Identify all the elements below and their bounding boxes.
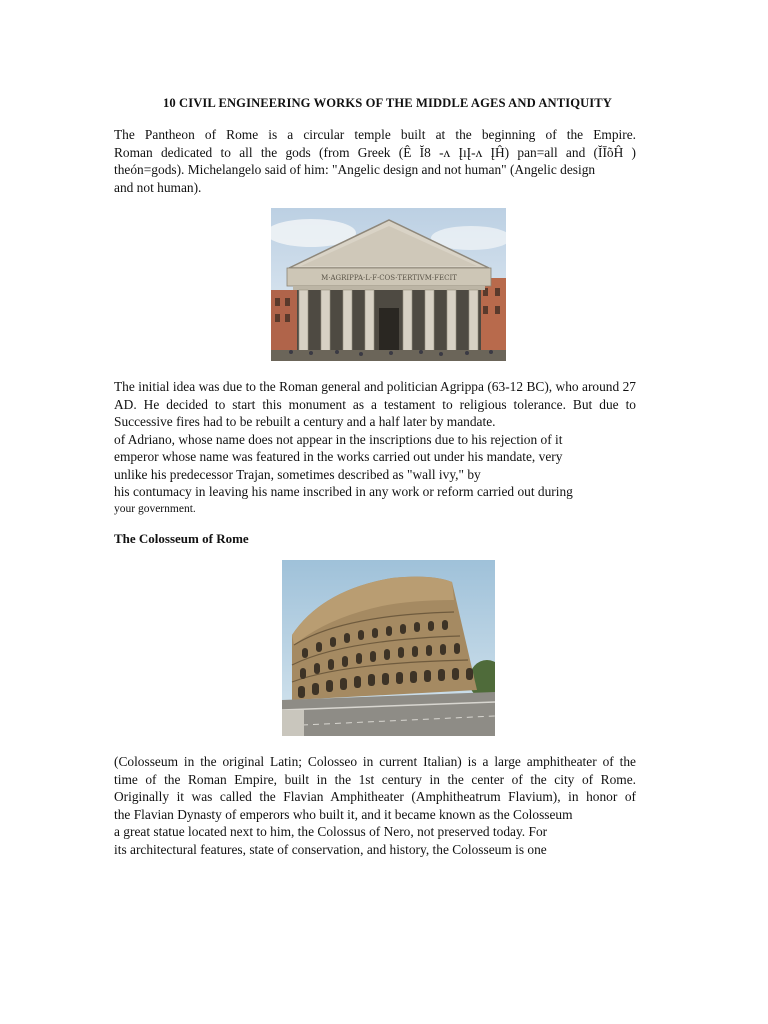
paragraph-line: The Pantheon of Rome is a circular temple built at the beginning of the Empire.: [114, 127, 636, 142]
paragraph-line: the Flavian Dynasty of emperors who built it, and it became known as the Colosseum: [114, 806, 573, 822]
paragraph-line: and not human).: [114, 179, 202, 195]
agrippa-paragraph: [114, 378, 636, 518]
colosseum-photo: [282, 560, 495, 736]
pantheon-inscription: M·AGRIPPA·L·F·COS·TERTIVM·FECIT: [321, 274, 457, 282]
paragraph-line: (Colosseum in the original Latin; Colosseo in current Italian) is a large amphitheater of the: [114, 754, 636, 769]
colosseum-paragraph: [114, 753, 636, 858]
paragraph-line: his contumacy in leaving his name inscribed in any work or reform carried out during: [114, 484, 573, 499]
paragraph-line: unlike his predecessor Trajan, sometimes described as "wall ivy," by: [114, 466, 481, 482]
paragraph-line: The initial idea was due to the Roman general and politician Agrippa (63-12 BC), who around 27: [114, 379, 636, 394]
paragraph-line: Successive fires had to be rebuilt a century and a half later by mandate.: [114, 414, 496, 429]
colosseum-heading: The Colosseum of Rome: [114, 531, 249, 546]
paragraph-line: of Adriano, whose name does not appear in the inscriptions due to his rejection of it: [114, 431, 563, 447]
paragraph-line: time of the Roman Empire, built in the 1st century in the center of the city of Rome.: [114, 771, 636, 787]
paragraph-line: a great statue located next to him, the Colossus of Nero, not preserved today. For: [114, 824, 548, 839]
paragraph-line: AD. He decided to start this monument as a testament to religious tolerance. But due to: [114, 396, 636, 412]
pantheon-photo: [271, 208, 506, 361]
paragraph-line: your government.: [114, 502, 196, 515]
paragraph-line: emperor whose name was featured in the works carried out under his mandate, very: [114, 449, 563, 464]
paragraph-line: Roman dedicated to all the gods (from Greek (Ê Ĭ8 -ʌ ĮıĮ-ʌ ĮĤ) pan=all and (ĬĪõĤ ): [114, 144, 636, 160]
pantheon-paragraph: [114, 126, 636, 196]
page-title: 10 CIVIL ENGINEERING WORKS OF THE MIDDLE AGES AND ANTIQUITY: [163, 96, 612, 110]
paragraph-line: theón=gods). Michelangelo said of him: "Angelic design and not human" (Angelic design: [114, 162, 596, 177]
paragraph-line: Originally it was called the Flavian Amphitheater (Amphitheatrum Flavium), in honor of: [114, 789, 636, 804]
paragraph-line: its architectural features, state of conservation, and history, the Colosseum is one: [114, 841, 547, 857]
